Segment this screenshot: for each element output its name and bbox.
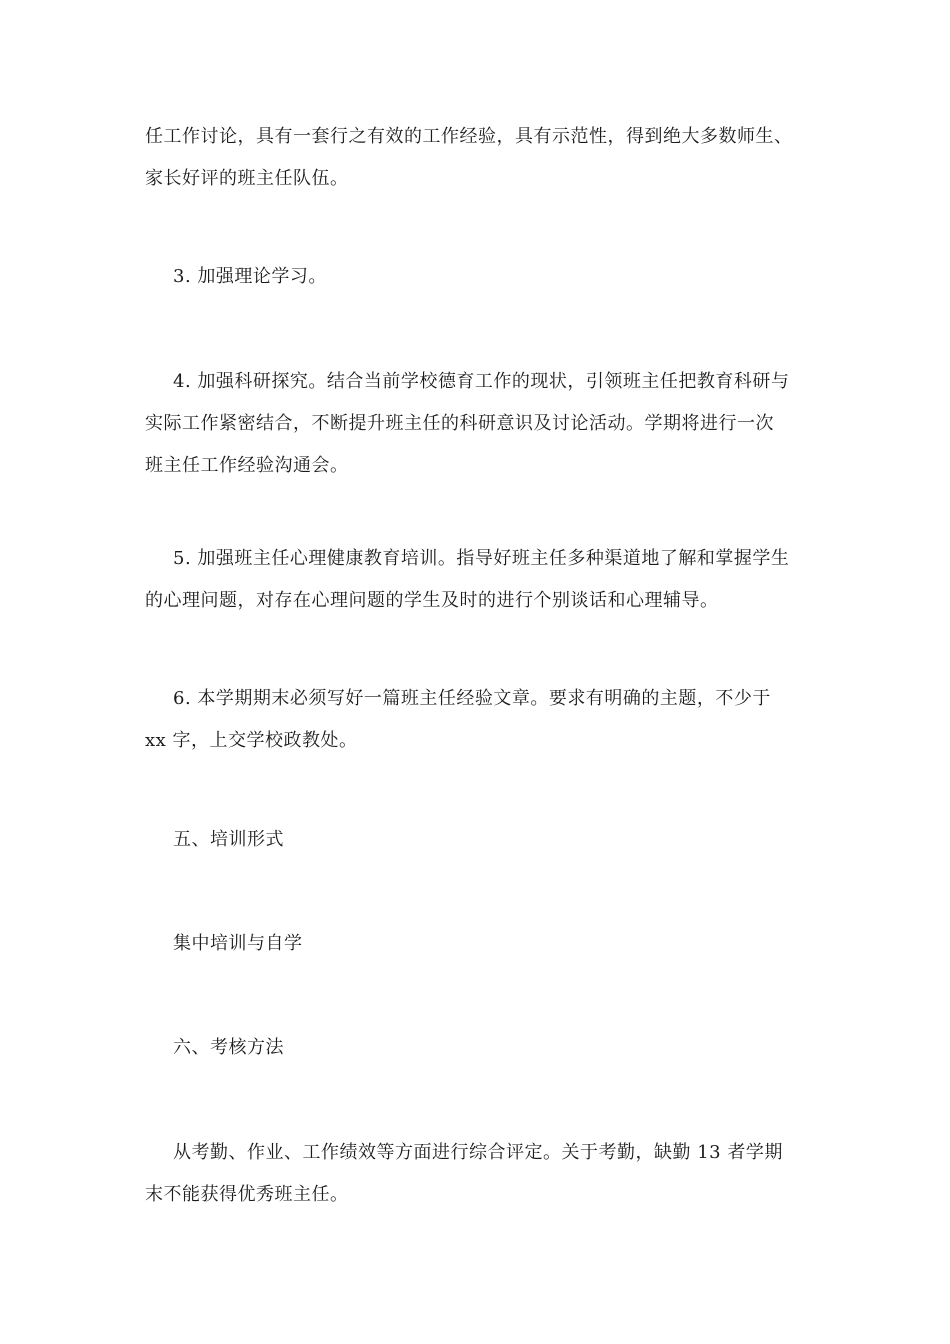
text-line: 班主任工作经验沟通会。 — [145, 455, 349, 476]
text-line: 任工作讨论，具有一套行之有效的工作经验，具有示范性，得到绝大多数师生、 — [145, 126, 793, 147]
text-line: 家长好评的班主任队伍。 — [145, 168, 349, 189]
text-line: 六、考核方法 — [173, 1037, 284, 1058]
text-line: xx 字，上交学校政教处。 — [145, 730, 358, 751]
text-line: 实际工作紧密结合，不断提升班主任的科研意识及讨论活动。学期将进行一次 — [145, 413, 774, 434]
text-line: 5. 加强班主任心理健康教育培训。指导好班主任多种渠道地了解和掌握学生 — [173, 548, 790, 569]
text-line: 五、培训形式 — [173, 829, 284, 850]
paragraph-item-5 — [145, 538, 815, 622]
paragraph-assessment-method — [145, 1132, 815, 1216]
paragraph-continued-team-goal — [145, 116, 815, 200]
text-line: 末不能获得优秀班主任。 — [145, 1184, 349, 1205]
text-line: 集中培训与自学 — [173, 933, 303, 954]
section-heading-training-format — [145, 819, 815, 861]
text-line: 的心理问题，对存在心理问题的学生及时的进行个别谈话和心理辅导。 — [145, 590, 719, 611]
paragraph-item-4 — [145, 361, 815, 487]
text-line: 6. 本学期期末必须写好一篇班主任经验文章。要求有明确的主题，不少于 — [173, 688, 771, 709]
paragraph-item-6 — [145, 678, 815, 762]
text-line: 4. 加强科研探究。结合当前学校德育工作的现状，引领班主任把教育科研与 — [173, 371, 790, 392]
paragraph-training-format — [145, 923, 815, 965]
section-heading-assessment-method — [145, 1027, 815, 1069]
text-line: 从考勤、作业、工作绩效等方面进行综合评定。关于考勤，缺勤 13 者学期 — [173, 1142, 783, 1163]
paragraph-item-3 — [145, 256, 815, 298]
text-line: 3. 加强理论学习。 — [173, 266, 327, 287]
